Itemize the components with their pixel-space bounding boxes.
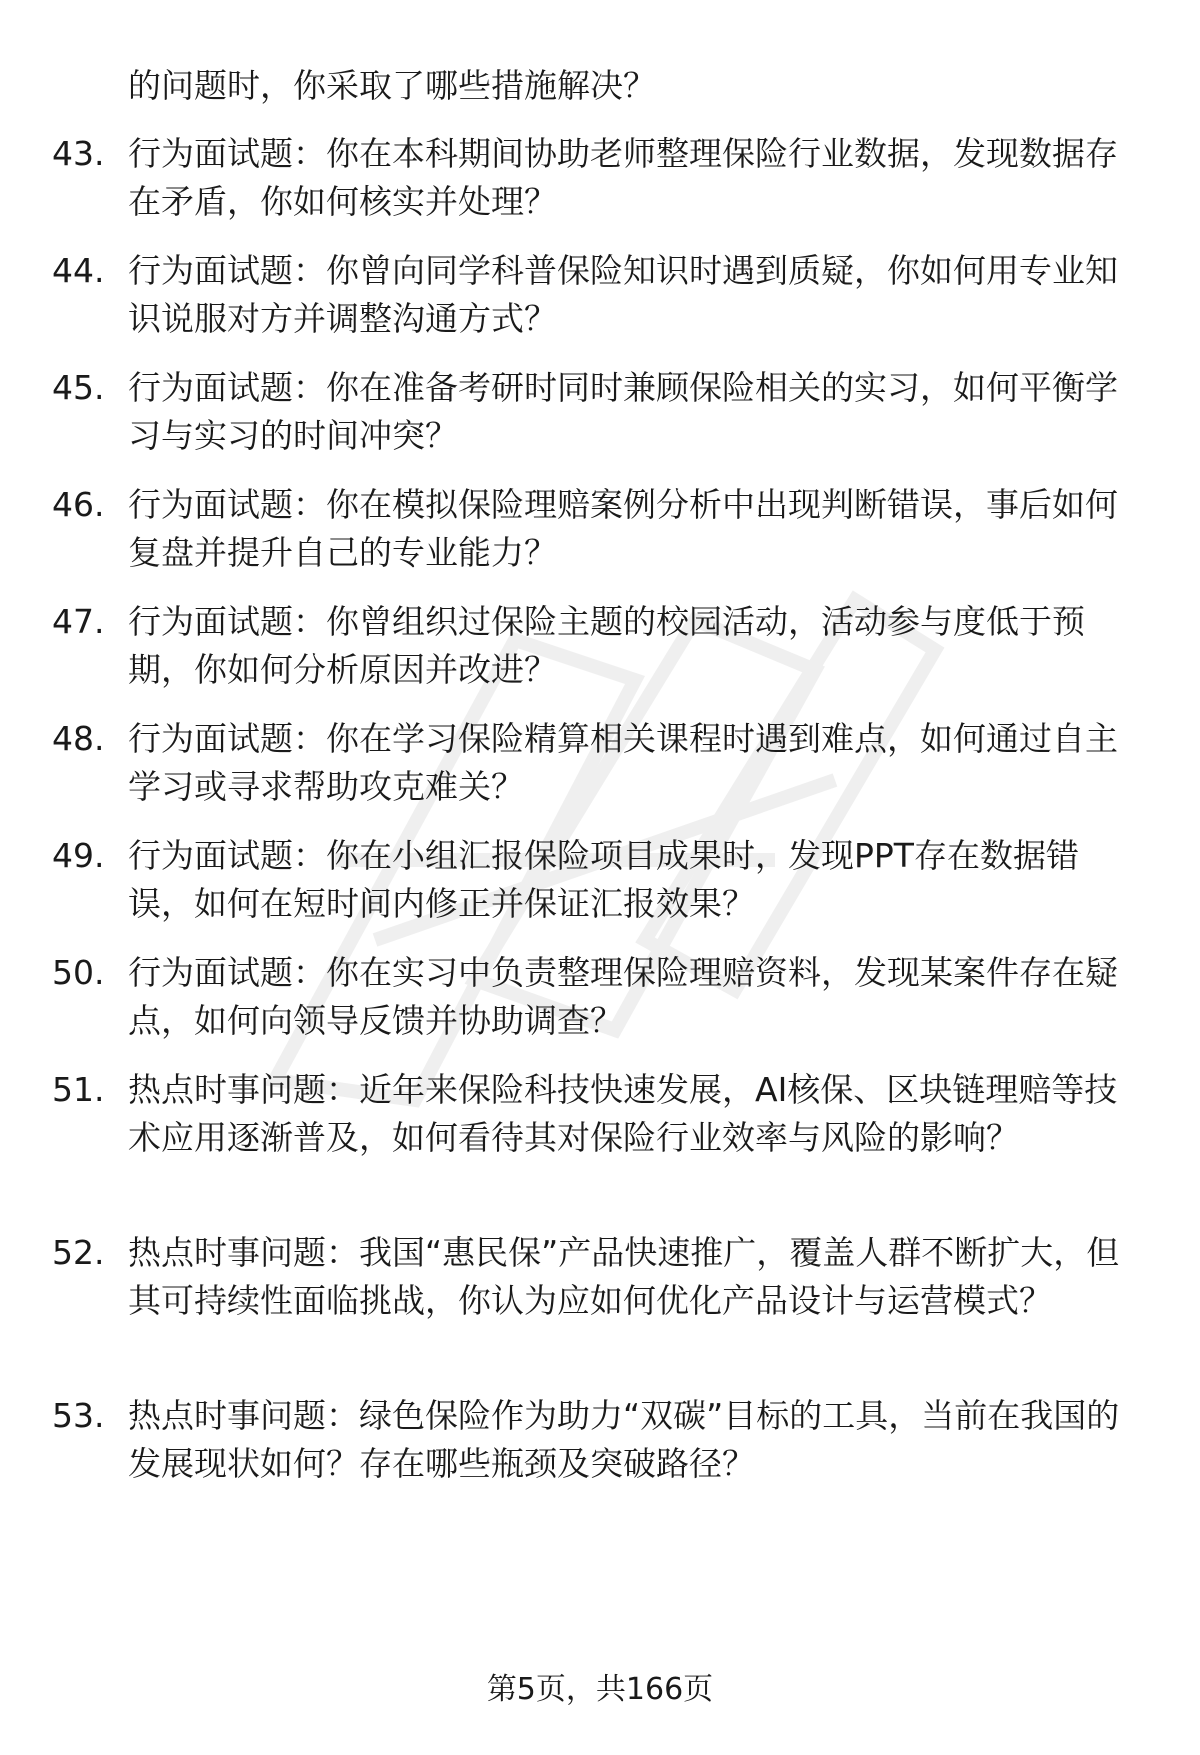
question-number: 47. xyxy=(52,602,105,641)
question-number: 49. xyxy=(52,836,105,875)
question-item xyxy=(0,1066,1200,1162)
question-text: 行为面试题：你在学习保险精算相关课程时遇到难点，如何通过自主学习或寻求帮助攻克难关？ xyxy=(128,719,1118,806)
question-item xyxy=(0,715,1200,811)
question-number: 53. xyxy=(52,1396,105,1435)
question-number: 46. xyxy=(52,485,105,524)
continuation-line: 的问题时，你采取了哪些措施解决？ xyxy=(128,66,656,105)
question-text: 热点时事问题：近年来保险科技快速发展，AI核保、区块链理赔等技术应用逐渐普及，如何看待其对保险行业效率与风险的影响？ xyxy=(128,1070,1118,1157)
question-item xyxy=(0,832,1200,928)
question-text: 行为面试题：你在实习中负责整理保险理赔资料，发现某案件存在疑点，如何向领导反馈并协助调查？ xyxy=(128,953,1118,1040)
question-number: 50. xyxy=(52,953,105,992)
question-text: 行为面试题：你在准备考研时同时兼顾保险相关的实习，如何平衡学习与实习的时间冲突？ xyxy=(128,368,1118,455)
question-item xyxy=(0,598,1200,694)
question-item xyxy=(0,1229,1200,1325)
question-item xyxy=(0,130,1200,226)
question-text: 热点时事问题：我国“惠民保”产品快速推广，覆盖人群不断扩大，但其可持续性面临挑战，你认为应如何优化产品设计与运营模式？ xyxy=(128,1233,1120,1320)
question-text: 行为面试题：你曾向同学科普保险知识时遇到质疑，你如何用专业知识说服对方并调整沟通方式？ xyxy=(128,251,1118,338)
question-number: 48. xyxy=(52,719,105,758)
question-number: 43. xyxy=(52,134,105,173)
question-text: 行为面试题：你曾组织过保险主题的校园活动，活动参与度低于预期，你如何分析原因并改进？ xyxy=(128,602,1085,689)
question-item xyxy=(0,364,1200,460)
question-item xyxy=(0,1392,1200,1488)
question-item xyxy=(0,481,1200,577)
question-text: 行为面试题：你在模拟保险理赔案例分析中出现判断错误，事后如何复盘并提升自己的专业能力？ xyxy=(128,485,1118,572)
question-number: 51. xyxy=(52,1070,105,1109)
question-item xyxy=(0,247,1200,343)
page-footer: 第5页，共166页 xyxy=(486,1672,714,1707)
question-item xyxy=(0,949,1200,1045)
question-text: 行为面试题：你在小组汇报保险项目成果时，发现PPT存在数据错误，如何在短时间内修正并保证汇报效果？ xyxy=(128,836,1079,923)
question-text: 热点时事问题：绿色保险作为助力“双碳”目标的工具，当前在我国的发展现状如何？存在哪些瓶颈及突破路径？ xyxy=(128,1396,1120,1483)
question-text: 行为面试题：你在本科期间协助老师整理保险行业数据，发现数据存在矛盾，你如何核实并处理？ xyxy=(128,134,1118,221)
question-number: 45. xyxy=(52,368,105,407)
question-number: 52. xyxy=(52,1233,105,1272)
question-number: 44. xyxy=(52,251,105,290)
